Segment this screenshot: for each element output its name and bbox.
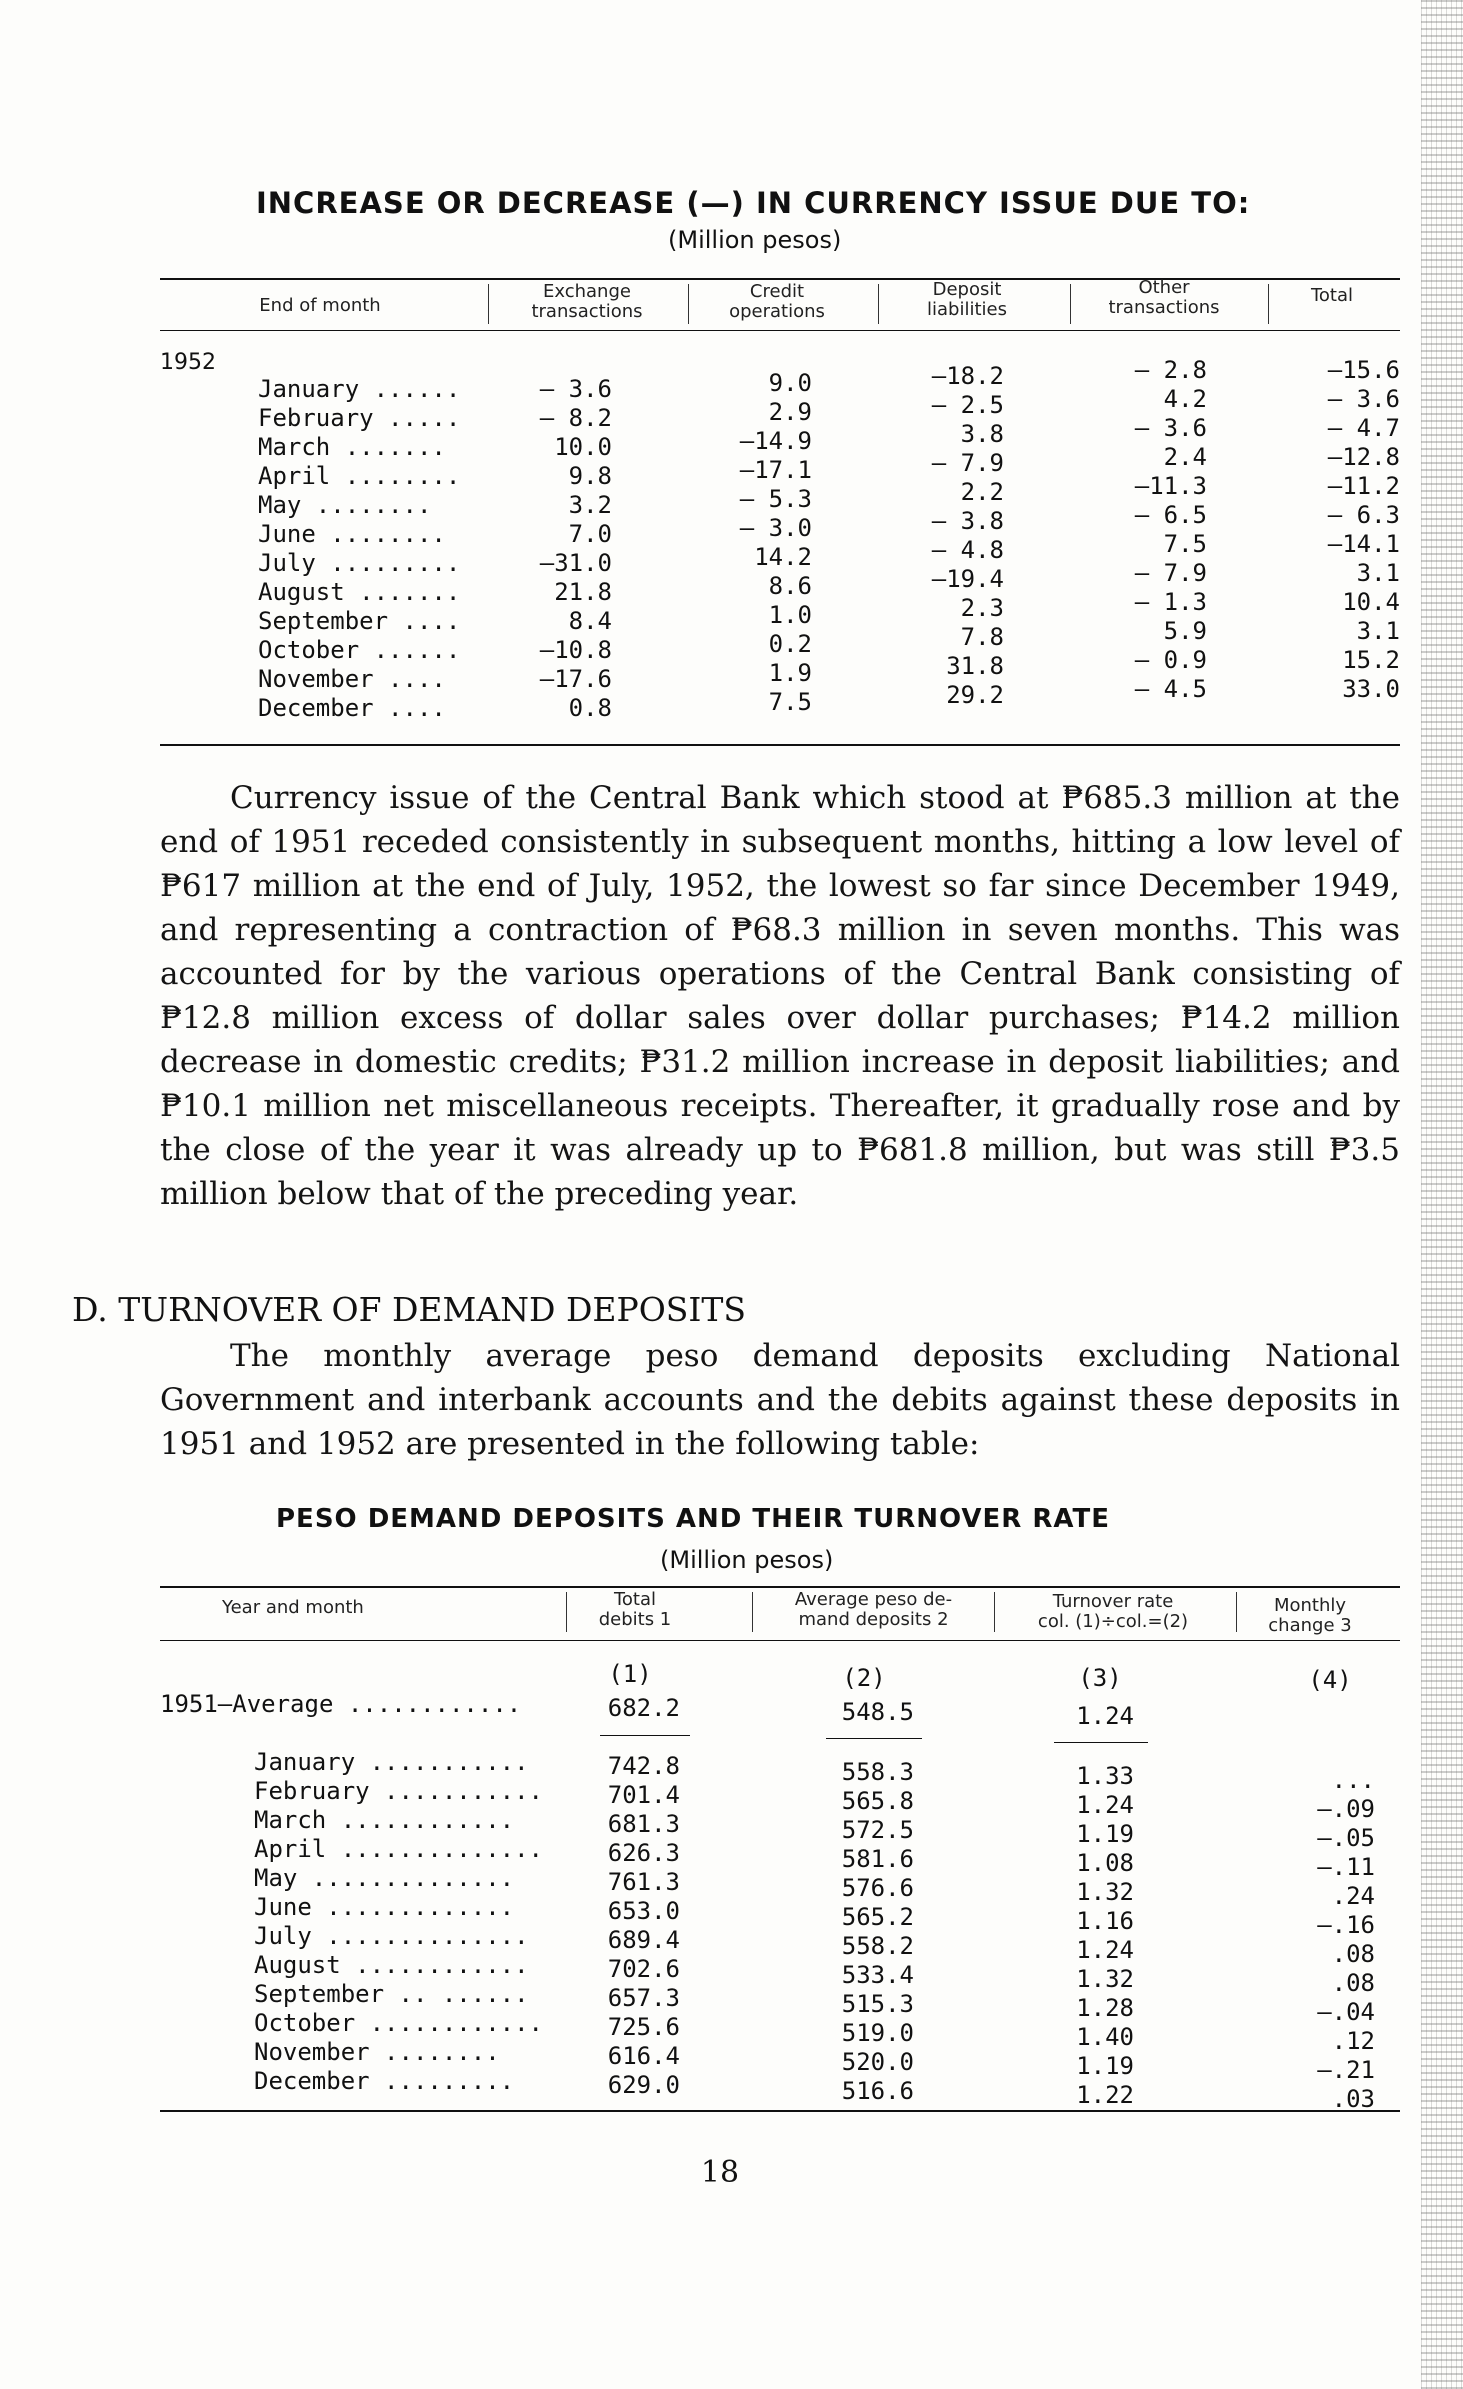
scan-edge [1421,0,1463,2389]
table2-colnum-2: (2) [842,1664,886,1692]
table1-bottom-rule [160,744,1400,746]
table2-colnum-3: (3) [1078,1664,1122,1692]
table1-month-labels: January ...... February ..... March ....... April ........ May ........ June ........ July ......... August ....... September .... October ...... November .... December .... [258,375,461,722]
table2-average-underline-2 [826,1738,922,1739]
table2-header-month: Year and month [222,1597,364,1618]
table1-header-credit-line2: operations [729,301,825,322]
table2-header-turnover-line1: Turnover rate [1052,1591,1174,1612]
table1-title: INCREASE OR DECREASE (—) IN CURRENCY ISSUE DUE TO: [256,186,1251,220]
table2-header-debits [570,1590,700,1630]
table1-header-total: Total [1310,285,1354,306]
table2-average-underline-1 [600,1735,690,1736]
table1-header-other-line2: transactions [1108,297,1220,318]
table2-header-deposits-line1: Average peso de- [794,1589,953,1610]
table1-header-separator [878,284,879,324]
table1-col-credit: 9.0 2.9 —14.9 —17.1 — 5.3 — 3.0 14.2 8.6 1.0 0.2 1.9 7.5 [739,369,812,716]
table2-average-deposits: 548.5 [841,1698,914,1726]
table2-col-change: ... —.09 —.05 —.11 .24 —.16 .08 .08 —.04 .12 —.21 .03 [1317,1766,1375,2113]
table1-header-other-line1: Other [1138,277,1190,298]
table2-header-deposits-line2: mand deposits 2 [798,1609,949,1630]
table2-header-separator [994,1592,995,1632]
table1-header-separator [488,284,489,324]
table1-header-separator [1268,284,1269,324]
table1-header-month: End of month [259,295,381,316]
table1-header-deposit-line2: liabilities [927,299,1007,320]
table2-header-separator [566,1592,567,1632]
table1-header-exchange-line1: Exchange [543,281,631,302]
table2-header-debits-line2: debits 1 [598,1609,672,1630]
table2-header-change-line1: Monthly [1273,1595,1347,1616]
table1-col-deposit: —18.2 — 2.5 3.8 — 7.9 2.2 — 3.8 — 4.8 —19.4 2.3 7.8 31.8 29.2 [931,362,1004,709]
table2-average-underline-3 [1054,1742,1148,1743]
table2-title: PESO DEMAND DEPOSITS AND THEIR TURNOVER RATE [276,1504,1110,1534]
table2-header-change [1240,1596,1380,1636]
table2-header-change-line2: change 3 [1268,1615,1352,1636]
currency-issue-text: Currency issue of the Central Bank which stood at ₱685.3 million at the end of 1951 receded consistently in subsequent months, hitting a low level of ₱617 million at the end of July, 1952, the lowest so far since December 1949, and representing a contraction of ₱68.3 million in seven months. This was accounted for by the various operations of the Central Bank consisting of ₱12.8 million excess of dollar sales over dollar purchases; ₱14.2 million decrease in domestic credits; ₱31.2 million increase in deposit liabilities; and ₱10.1 million net miscellaneous receipts. Thereafter, it gradually rose and by the close of the year it was already up to ₱681.8 million, but was still ₱3.5 million below that of the preceding year. [160,780,1400,1212]
table2-col-deposits: 558.3 565.8 572.5 581.6 576.6 565.2 558.2 533.4 515.3 519.0 520.0 516.6 [841,1758,914,2105]
table1-header-exchange-line2: transactions [531,301,643,322]
turnover-intro-text: The monthly average peso demand deposits excluding National Government and interbank accounts and the debits against these deposits in 1951 and 1952 are presented in the following table: [160,1338,1400,1462]
table2-col-turnover: 1.33 1.24 1.19 1.08 1.32 1.16 1.24 1.32 1.28 1.40 1.19 1.22 [1076,1762,1134,2109]
table2-average-turnover: 1.24 [1076,1702,1134,1730]
table1-col-other: — 2.8 4.2 — 3.6 2.4 —11.3 — 6.5 7.5 — 7.9 — 1.3 5.9 — 0.9 — 4.5 [1134,356,1207,703]
table1-year: 1952 [160,350,216,375]
table1-header-other [1074,278,1254,318]
table2-header-turnover-line2: col. (1)÷col.=(2) [1037,1611,1189,1632]
page-number: 18 [700,2155,740,2190]
table1-header-credit-line1: Credit [749,281,805,302]
table2-header-rule [160,1640,1400,1641]
section-heading-turnover: D. TURNOVER OF DEMAND DEPOSITS [72,1290,747,1329]
table2-header-turnover [998,1592,1228,1632]
table2-header-debits-line1: Total [613,1589,657,1610]
table2-header-separator [1236,1592,1237,1632]
table1-header-exchange [492,282,682,322]
table1-header-deposit [882,280,1052,320]
table2-colnum-1: (1) [608,1660,652,1688]
table2-average-label: 1951—Average ............ [160,1690,522,1718]
table2-colnum-4: (4) [1308,1666,1352,1694]
table2-bottom-rule [160,2110,1400,2112]
turnover-intro-paragraph [160,1334,1400,1466]
table1-unit: (Million pesos) [668,226,842,254]
table1-header-credit [692,282,862,322]
table1-header-separator [688,284,689,324]
table2-average-debits: 682.2 [607,1694,680,1722]
table2-header-separator [752,1592,753,1632]
table2-top-rule [160,1586,1400,1588]
currency-issue-paragraph [160,776,1400,1216]
table1-header-rule [160,330,1400,331]
table2-month-labels: January ........... February ........... March ............ April .............. May .............. June ............. July .............. August ............ September .. ...... October ............ November ........ December ......... [254,1748,543,2095]
table1-header-separator [1070,284,1071,324]
table1-col-total: —15.6 — 3.6 — 4.7 —12.8 —11.2 — 6.3 —14.1 3.1 10.4 3.1 15.2 33.0 [1327,356,1400,703]
table2-unit: (Million pesos) [660,1546,834,1574]
table1-header-deposit-line1: Deposit [932,279,1002,300]
table2-col-debits: 742.8 701.4 681.3 626.3 761.3 653.0 689.4 702.6 657.3 725.6 616.4 629.0 [607,1752,680,2099]
table1-col-exchange: — 3.6 — 8.2 10.0 9.8 3.2 7.0 —31.0 21.8 8.4 —10.8 —17.6 0.8 [539,375,612,722]
table2-header-deposits [756,1590,991,1630]
